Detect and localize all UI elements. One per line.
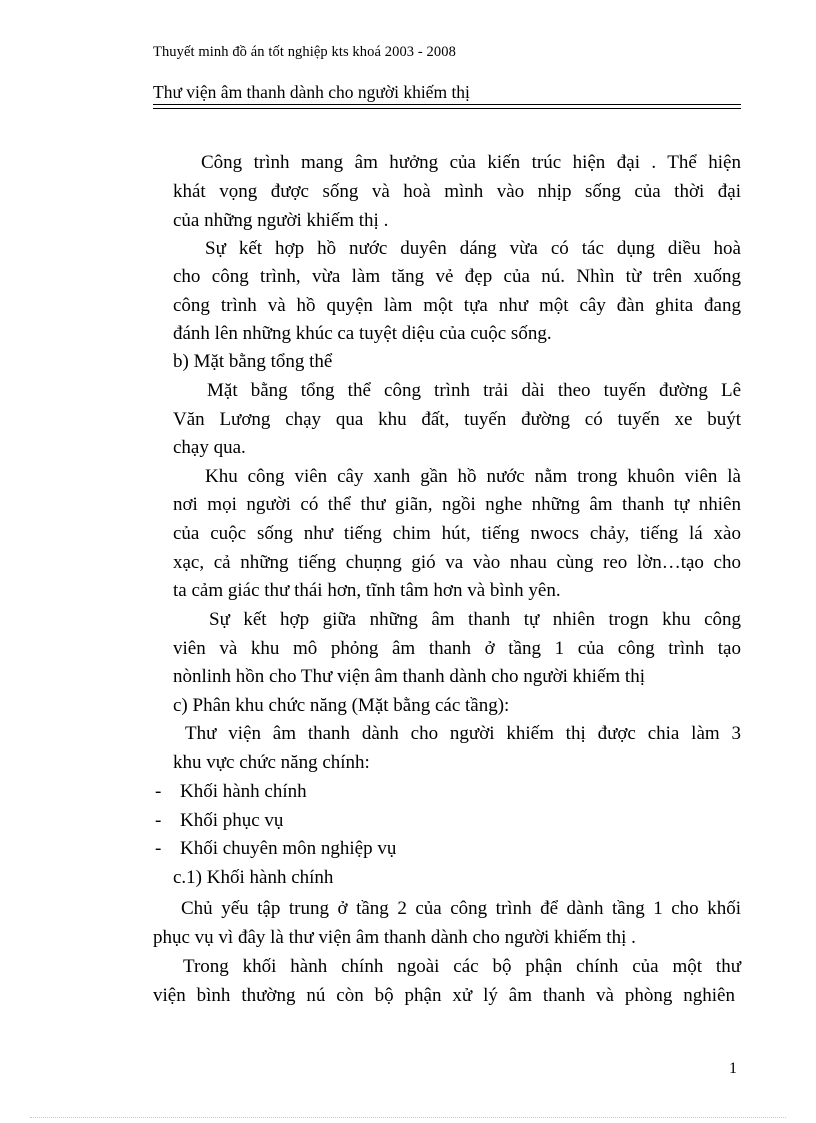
header-rule-thin xyxy=(153,108,741,109)
paragraph-line: Công trình mang âm hưởng của kiến trúc hiện đại . Thể hiện xyxy=(201,152,741,173)
paragraph-line: nònlinh hồn cho Thư viện âm thanh dành cho người khiếm thị xyxy=(173,666,645,687)
header-title: Thư viện âm thanh dành cho người khiếm thị xyxy=(153,82,470,102)
paragraph-line: viên và khu mô phỏng âm thanh ở tầng 1 của công trình tạo xyxy=(173,638,741,659)
paragraph-line: Văn Lương chạy qua khu đất, tuyến đường có tuyến xe buýt xyxy=(173,409,741,430)
page-number: 1 xyxy=(729,1060,737,1077)
paragraph-line: khát vọng được sống và hoà mình vào nhịp sống của thời đại xyxy=(173,181,741,202)
header-course-line: Thuyết minh đồ án tốt nghiệp kts khoá 2003 - 2008 xyxy=(153,44,456,60)
paragraph-line: Trong khối hành chính ngoài các bộ phận chính của một thư xyxy=(183,956,741,977)
section-heading-b: b) Mặt bằng tổng thể xyxy=(173,351,333,372)
bullet-item: Khối chuyên môn nghiệp vụ xyxy=(180,838,397,859)
paragraph-line: đánh lên những khúc ca tuyệt diệu của cuộc sống. xyxy=(173,323,552,344)
paragraph-line: viện bình thường nú còn bộ phận xử lý âm thanh và phòng nghiên xyxy=(153,985,735,1006)
paragraph-line: công trình và hồ quyện làm một tựa như một cây đàn ghita đang xyxy=(173,295,741,316)
paragraph-line: Chủ yếu tập trung ở tầng 2 của công trình để dành tầng 1 cho khối xyxy=(181,898,741,919)
paragraph-line: phục vụ vì đây là thư viện âm thanh dành cho người khiếm thị . xyxy=(153,927,636,948)
paragraph-line: Mặt bằng tổng thể công trình trải dài theo tuyến đường Lê xyxy=(207,380,741,401)
bullet-item: Khối hành chính xyxy=(180,781,307,802)
paragraph-line: nơi mọi người có thể thư giãn, ngồi nghe những âm thanh tự nhiên xyxy=(173,494,741,515)
paragraph-line: chạy qua. xyxy=(173,437,246,458)
paragraph-line: của những người khiếm thị . xyxy=(173,210,389,231)
section-heading-c: c) Phân khu chức năng (Mặt bằng các tầng): xyxy=(173,695,510,716)
paragraph-line: của cuộc sống như tiếng chim hút, tiếng nwocs chảy, tiếng lá xào xyxy=(173,523,741,544)
paragraph-line: xạc, cả những tiếng chuṇng gió va vào nhau cùng reo lờn…tạo cho xyxy=(173,552,741,573)
paragraph-line: Khu công viên cây xanh gần hồ nước nằm trong khuôn viên là xyxy=(205,466,741,487)
bullet-item: Khối phục vụ xyxy=(180,810,284,831)
bullet-dash: - xyxy=(155,838,162,859)
paragraph-line: Sự kết hợp giữa những âm thanh tự nhiên trogn khu công xyxy=(209,609,741,630)
paragraph-line: cho công trình, vừa làm tăng vẻ đẹp của nú. Nhìn từ trên xuống xyxy=(173,266,741,287)
paragraph-line: ta cảm giác thư thái hơn, tĩnh tâm hơn và bình yên. xyxy=(173,580,561,601)
page-bottom-edge xyxy=(30,1117,786,1118)
header-rule-thick xyxy=(153,104,741,105)
paragraph-line: Thư viện âm thanh dành cho người khiếm thị được chia làm 3 xyxy=(185,723,741,744)
paragraph-line: khu vực chức năng chính: xyxy=(173,752,370,773)
section-heading-c1: c.1) Khối hành chính xyxy=(173,867,334,888)
paragraph-line: Sự kết hợp hồ nước duyên dáng vừa có tác dụng diều hoà xyxy=(205,238,741,259)
bullet-dash: - xyxy=(155,810,162,831)
bullet-dash: - xyxy=(155,781,162,802)
